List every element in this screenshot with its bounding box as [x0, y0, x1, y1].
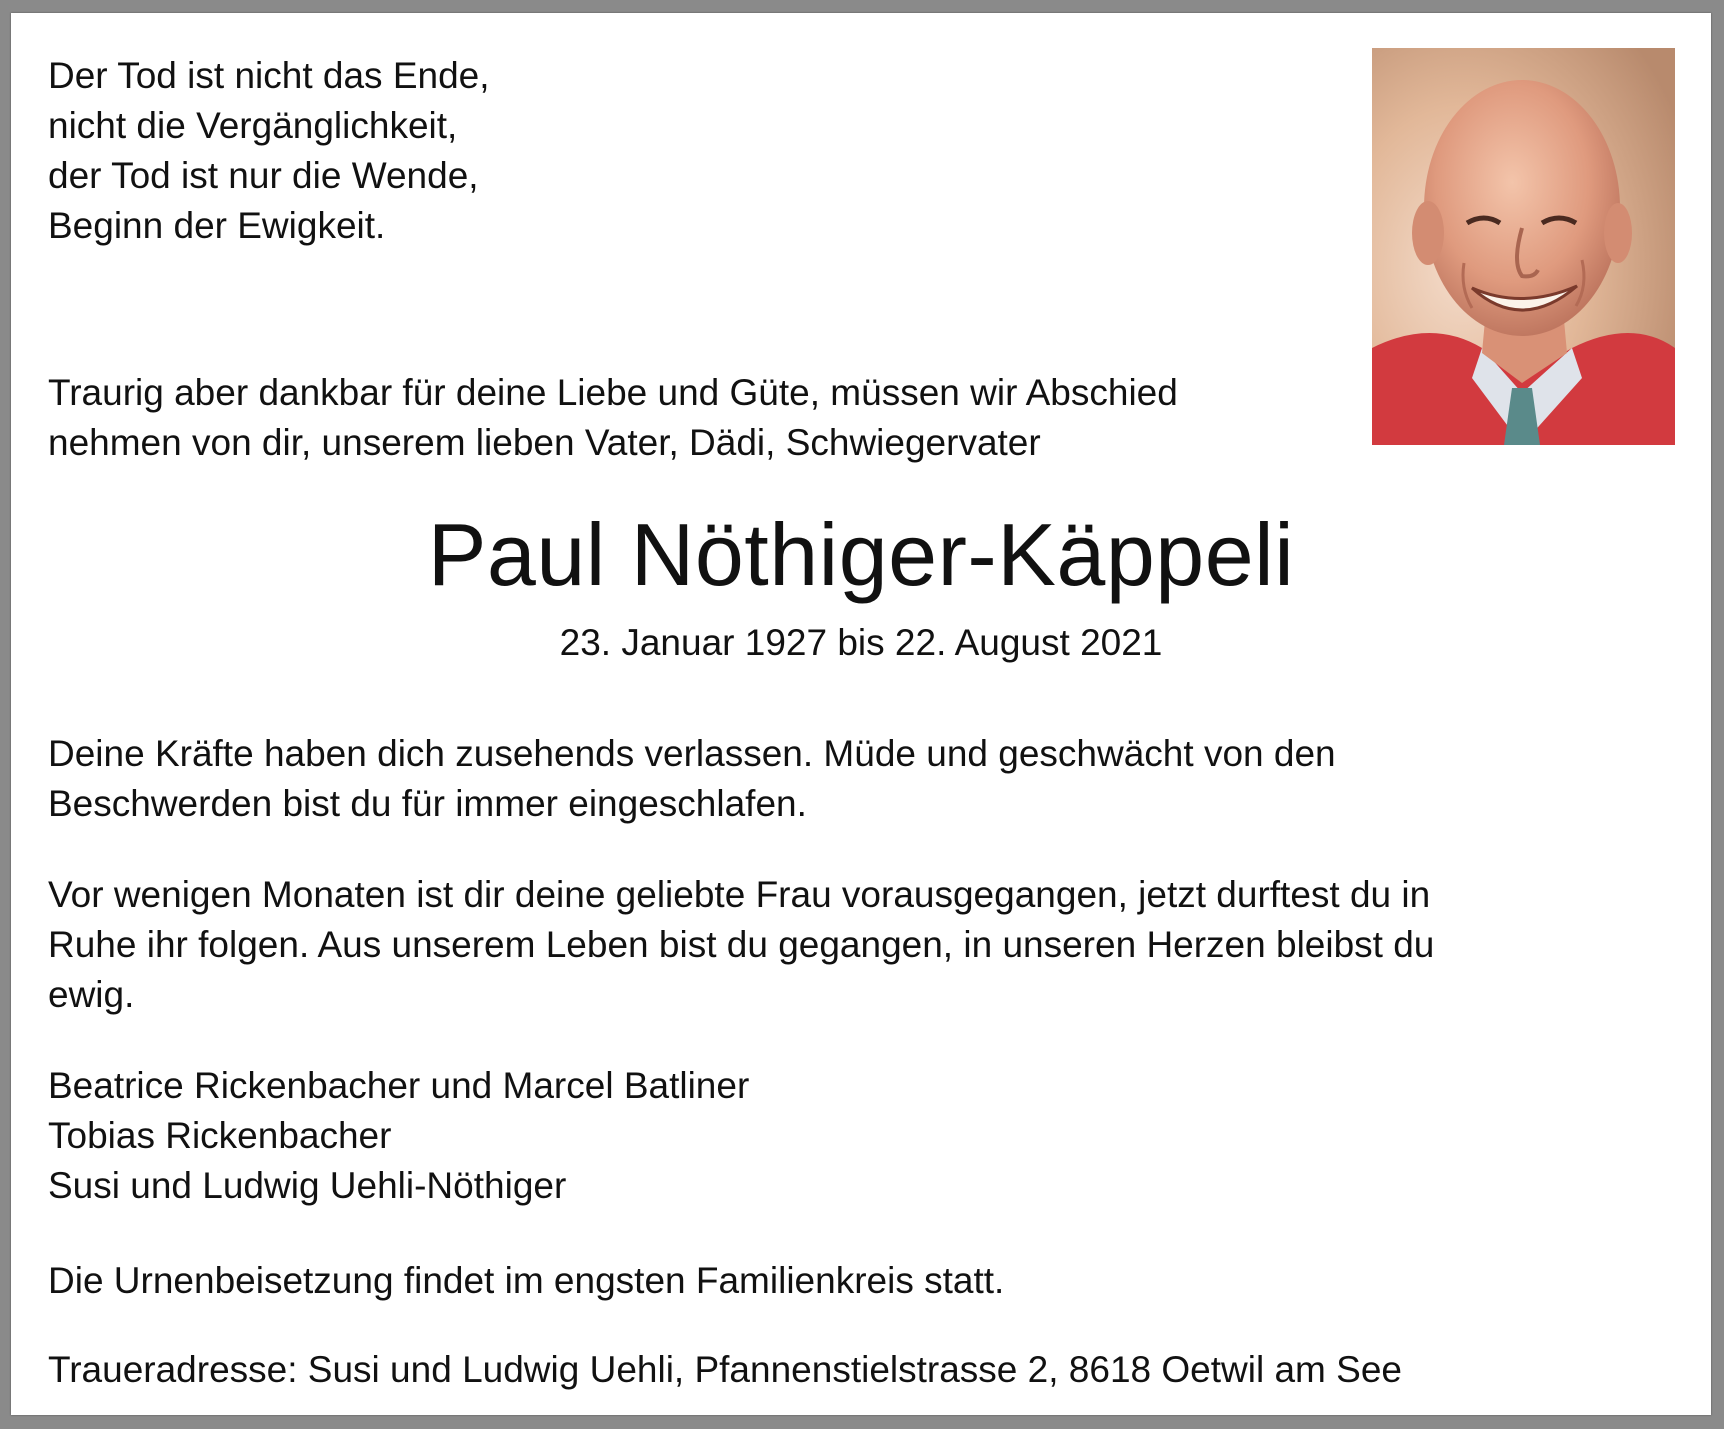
portrait-illustration: [1372, 48, 1675, 445]
paragraph-wife: [48, 870, 1434, 1020]
intro-line: nehmen von dir, unserem lieben Vater, Dädi, Schwiegervater: [48, 422, 1041, 463]
family-members: [48, 1061, 749, 1211]
poem: [48, 51, 490, 251]
obituary-notice: [11, 13, 1711, 1415]
urn-notice: Die Urnenbeisetzung findet im engsten Familienkreis statt.: [48, 1260, 1005, 1301]
paragraph-farewell: [48, 729, 1336, 829]
deceased-name: Paul Nöthiger-Käppeli: [427, 505, 1295, 604]
poem-line: Der Tod ist nicht das Ende,: [48, 55, 490, 96]
poem-line: Beginn der Ewigkeit.: [48, 205, 386, 246]
poem-line: nicht die Vergänglichkeit,: [48, 105, 458, 146]
paragraph-line: Deine Kräfte haben dich zusehends verlassen. Müde und geschwächt von den: [48, 733, 1336, 774]
paragraph-line: ewig.: [48, 974, 135, 1015]
family-member: Tobias Rickenbacher: [48, 1115, 392, 1156]
mourning-address: Traueradresse: Susi und Ludwig Uehli, Pfannenstielstrasse 2, 8618 Oetwil am See: [48, 1349, 1402, 1390]
family-member: Susi und Ludwig Uehli-Nöthiger: [48, 1165, 567, 1206]
portrait-photo: [1372, 48, 1675, 445]
paragraph-line: Vor wenigen Monaten ist dir deine geliebte Frau vorausgegangen, jetzt durftest du in: [48, 874, 1431, 915]
life-dates: 23. Januar 1927 bis 22. August 2021: [559, 622, 1163, 663]
intro-line: Traurig aber dankbar für deine Liebe und Güte, müssen wir Abschied: [48, 372, 1178, 413]
poem-line: der Tod ist nur die Wende,: [48, 155, 479, 196]
paragraph-line: Ruhe ihr folgen. Aus unserem Leben bist du gegangen, in unseren Herzen bleibst du: [48, 924, 1435, 965]
family-member: Beatrice Rickenbacher und Marcel Batliner: [48, 1065, 750, 1106]
paragraph-line: Beschwerden bist du für immer eingeschlafen.: [48, 783, 807, 824]
intro-text: [48, 368, 1178, 468]
